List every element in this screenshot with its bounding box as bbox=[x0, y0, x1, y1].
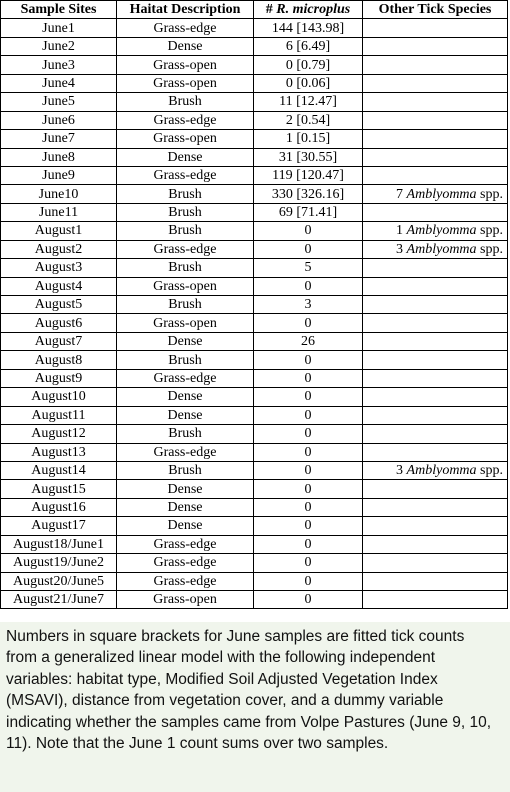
cell-r-microplus-count: 330 [326.16] bbox=[254, 185, 363, 203]
cell-other-tick-species bbox=[363, 240, 508, 258]
cell-other-tick-species bbox=[363, 314, 508, 332]
cell-other-tick-species bbox=[363, 369, 508, 387]
cell-sample-site: August19/June2 bbox=[1, 554, 117, 572]
cell-other-tick-species bbox=[363, 203, 508, 221]
table-row bbox=[1, 388, 508, 406]
cell-habitat: Brush bbox=[117, 461, 254, 479]
cell-r-microplus-count: 0 bbox=[254, 314, 363, 332]
cell-habitat: Grass-open bbox=[117, 314, 254, 332]
cell-sample-site: August7 bbox=[1, 332, 117, 350]
cell-sample-site: August15 bbox=[1, 480, 117, 498]
table-row bbox=[1, 369, 508, 387]
cell-other-tick-species bbox=[363, 388, 508, 406]
cell-habitat: Dense bbox=[117, 388, 254, 406]
table-row bbox=[1, 425, 508, 443]
cell-sample-site: June7 bbox=[1, 130, 117, 148]
cell-sample-site: August2 bbox=[1, 240, 117, 258]
other-tick-suffix: spp. bbox=[476, 186, 503, 202]
cell-habitat: Grass-edge bbox=[117, 554, 254, 572]
table-row bbox=[1, 93, 508, 111]
table-row bbox=[1, 37, 508, 55]
cell-r-microplus-count: 0 bbox=[254, 240, 363, 258]
cell-r-microplus-count: 0 [0.06] bbox=[254, 74, 363, 92]
cell-r-microplus-count: 0 bbox=[254, 351, 363, 369]
other-tick-suffix: spp. bbox=[476, 463, 503, 479]
cell-other-tick-species bbox=[363, 332, 508, 350]
cell-r-microplus-count: 3 bbox=[254, 296, 363, 314]
header-count-prefix: # bbox=[265, 2, 277, 18]
cell-other-tick-species bbox=[363, 37, 508, 55]
cell-habitat: Grass-edge bbox=[117, 240, 254, 258]
header-species-name: R. microplus bbox=[276, 2, 351, 18]
cell-other-tick-species bbox=[363, 56, 508, 74]
cell-habitat: Grass-open bbox=[117, 74, 254, 92]
cell-other-tick-species bbox=[363, 351, 508, 369]
cell-sample-site: August21/June7 bbox=[1, 591, 117, 609]
cell-habitat: Grass-edge bbox=[117, 111, 254, 129]
cell-other-tick-species bbox=[363, 185, 508, 203]
table-row bbox=[1, 240, 508, 258]
cell-habitat: Brush bbox=[117, 93, 254, 111]
cell-other-tick-species bbox=[363, 111, 508, 129]
cell-r-microplus-count: 119 [120.47] bbox=[254, 166, 363, 184]
cell-r-microplus-count: 0 bbox=[254, 591, 363, 609]
cell-other-tick-species bbox=[363, 443, 508, 461]
other-tick-count: 3 bbox=[396, 463, 407, 479]
cell-other-tick-species bbox=[363, 535, 508, 553]
cell-sample-site: June3 bbox=[1, 56, 117, 74]
cell-sample-site: August12 bbox=[1, 425, 117, 443]
cell-habitat: Brush bbox=[117, 351, 254, 369]
cell-r-microplus-count: 0 bbox=[254, 388, 363, 406]
other-tick-count: 1 bbox=[396, 223, 407, 239]
cell-r-microplus-count: 0 bbox=[254, 277, 363, 295]
header-r-microplus-count bbox=[254, 1, 363, 19]
cell-habitat: Brush bbox=[117, 203, 254, 221]
cell-other-tick-species bbox=[363, 296, 508, 314]
cell-r-microplus-count: 0 bbox=[254, 461, 363, 479]
table-row bbox=[1, 535, 508, 553]
other-tick-count: 3 bbox=[396, 241, 407, 257]
cell-sample-site: August14 bbox=[1, 461, 117, 479]
cell-r-microplus-count: 0 bbox=[254, 369, 363, 387]
cell-r-microplus-count: 0 bbox=[254, 222, 363, 240]
cell-other-tick-species bbox=[363, 480, 508, 498]
cell-habitat: Grass-open bbox=[117, 130, 254, 148]
cell-r-microplus-count: 0 bbox=[254, 535, 363, 553]
table-row bbox=[1, 443, 508, 461]
cell-r-microplus-count: 0 bbox=[254, 554, 363, 572]
cell-habitat: Dense bbox=[117, 406, 254, 424]
cell-sample-site: June4 bbox=[1, 74, 117, 92]
cell-habitat: Dense bbox=[117, 332, 254, 350]
cell-habitat: Brush bbox=[117, 222, 254, 240]
table-row bbox=[1, 222, 508, 240]
cell-other-tick-species bbox=[363, 148, 508, 166]
table-row bbox=[1, 314, 508, 332]
cell-r-microplus-count: 2 [0.54] bbox=[254, 111, 363, 129]
cell-sample-site: June10 bbox=[1, 185, 117, 203]
other-tick-genus: Amblyomma bbox=[406, 241, 477, 257]
cell-sample-site: August13 bbox=[1, 443, 117, 461]
cell-sample-site: August5 bbox=[1, 296, 117, 314]
other-tick-genus: Amblyomma bbox=[406, 223, 477, 239]
cell-sample-site: August4 bbox=[1, 277, 117, 295]
header-row bbox=[1, 1, 508, 19]
cell-habitat: Grass-edge bbox=[117, 369, 254, 387]
cell-sample-site: August6 bbox=[1, 314, 117, 332]
table-row bbox=[1, 480, 508, 498]
cell-r-microplus-count: 0 [0.79] bbox=[254, 56, 363, 74]
cell-other-tick-species bbox=[363, 93, 508, 111]
cell-r-microplus-count: 5 bbox=[254, 259, 363, 277]
cell-sample-site: August3 bbox=[1, 259, 117, 277]
other-tick-genus: Amblyomma bbox=[406, 186, 477, 202]
cell-sample-site: August9 bbox=[1, 369, 117, 387]
table-row bbox=[1, 461, 508, 479]
cell-other-tick-species bbox=[363, 554, 508, 572]
table-row bbox=[1, 130, 508, 148]
cell-habitat: Grass-edge bbox=[117, 572, 254, 590]
cell-r-microplus-count: 31 [30.55] bbox=[254, 148, 363, 166]
cell-sample-site: August18/June1 bbox=[1, 535, 117, 553]
cell-habitat: Brush bbox=[117, 259, 254, 277]
cell-r-microplus-count: 0 bbox=[254, 480, 363, 498]
cell-sample-site: June1 bbox=[1, 19, 117, 37]
cell-habitat: Brush bbox=[117, 296, 254, 314]
cell-r-microplus-count: 0 bbox=[254, 406, 363, 424]
other-tick-suffix: spp. bbox=[476, 241, 503, 257]
table-row bbox=[1, 554, 508, 572]
cell-sample-site: June11 bbox=[1, 203, 117, 221]
cell-sample-site: August1 bbox=[1, 222, 117, 240]
other-tick-count: 7 bbox=[396, 186, 407, 202]
cell-other-tick-species bbox=[363, 19, 508, 37]
cell-habitat: Dense bbox=[117, 37, 254, 55]
cell-habitat: Dense bbox=[117, 517, 254, 535]
cell-other-tick-species bbox=[363, 498, 508, 516]
cell-sample-site: June5 bbox=[1, 93, 117, 111]
cell-other-tick-species bbox=[363, 222, 508, 240]
cell-r-microplus-count: 144 [143.98] bbox=[254, 19, 363, 37]
cell-r-microplus-count: 1 [0.15] bbox=[254, 130, 363, 148]
cell-other-tick-species bbox=[363, 572, 508, 590]
cell-other-tick-species bbox=[363, 517, 508, 535]
table-row bbox=[1, 148, 508, 166]
cell-other-tick-species bbox=[363, 277, 508, 295]
table-row bbox=[1, 351, 508, 369]
cell-other-tick-species bbox=[363, 166, 508, 184]
cell-r-microplus-count: 0 bbox=[254, 572, 363, 590]
cell-habitat: Dense bbox=[117, 148, 254, 166]
cell-other-tick-species bbox=[363, 591, 508, 609]
cell-habitat: Grass-edge bbox=[117, 166, 254, 184]
cell-sample-site: August11 bbox=[1, 406, 117, 424]
cell-r-microplus-count: 0 bbox=[254, 498, 363, 516]
cell-r-microplus-count: 6 [6.49] bbox=[254, 37, 363, 55]
cell-habitat: Brush bbox=[117, 425, 254, 443]
cell-sample-site: August16 bbox=[1, 498, 117, 516]
table-row bbox=[1, 498, 508, 516]
cell-sample-site: August20/June5 bbox=[1, 572, 117, 590]
cell-r-microplus-count: 0 bbox=[254, 425, 363, 443]
cell-sample-site: June2 bbox=[1, 37, 117, 55]
table-row bbox=[1, 166, 508, 184]
table-row bbox=[1, 332, 508, 350]
cell-habitat: Grass-edge bbox=[117, 19, 254, 37]
table-row bbox=[1, 74, 508, 92]
other-tick-genus: Amblyomma bbox=[406, 463, 477, 479]
cell-sample-site: August17 bbox=[1, 517, 117, 535]
cell-other-tick-species bbox=[363, 461, 508, 479]
cell-r-microplus-count: 0 bbox=[254, 443, 363, 461]
cell-r-microplus-count: 11 [12.47] bbox=[254, 93, 363, 111]
table-row bbox=[1, 111, 508, 129]
table-row bbox=[1, 277, 508, 295]
other-tick-suffix: spp. bbox=[476, 223, 503, 239]
table-row bbox=[1, 19, 508, 37]
cell-other-tick-species bbox=[363, 74, 508, 92]
cell-other-tick-species bbox=[363, 130, 508, 148]
cell-sample-site: June9 bbox=[1, 166, 117, 184]
cell-sample-site: June6 bbox=[1, 111, 117, 129]
cell-sample-site: June8 bbox=[1, 148, 117, 166]
cell-habitat: Grass-open bbox=[117, 591, 254, 609]
cell-habitat: Grass-edge bbox=[117, 535, 254, 553]
table-row bbox=[1, 406, 508, 424]
cell-r-microplus-count: 26 bbox=[254, 332, 363, 350]
cell-habitat: Grass-open bbox=[117, 56, 254, 74]
table-row bbox=[1, 259, 508, 277]
table-body bbox=[1, 19, 508, 609]
table-row bbox=[1, 56, 508, 74]
header-other-tick-species: Other Tick Species bbox=[363, 1, 508, 19]
cell-r-microplus-count: 0 bbox=[254, 517, 363, 535]
table-header bbox=[1, 1, 508, 19]
table-row bbox=[1, 203, 508, 221]
cell-sample-site: August10 bbox=[1, 388, 117, 406]
header-habitat-description: Haitat Description bbox=[117, 1, 254, 19]
table-caption: Numbers in square brackets for June samples are fitted tick counts from a generalized linear model with the following independent variables: habitat type, Modified Soil Adjusted Vegetation Index (MSAVI), distance from vegetation cover, and a dummy variable indicating whether the samples came from Volpe Pastures (June 9, 10, 11). Note that the June 1 count sums over two samples. bbox=[0, 622, 510, 792]
table-row bbox=[1, 296, 508, 314]
cell-r-microplus-count: 69 [71.41] bbox=[254, 203, 363, 221]
table-row bbox=[1, 185, 508, 203]
cell-habitat: Grass-edge bbox=[117, 443, 254, 461]
cell-other-tick-species bbox=[363, 259, 508, 277]
cell-other-tick-species bbox=[363, 406, 508, 424]
cell-habitat: Dense bbox=[117, 498, 254, 516]
table-row bbox=[1, 517, 508, 535]
cell-other-tick-species bbox=[363, 425, 508, 443]
table-row bbox=[1, 572, 508, 590]
header-sample-sites: Sample Sites bbox=[1, 1, 117, 19]
cell-habitat: Brush bbox=[117, 185, 254, 203]
cell-habitat: Dense bbox=[117, 480, 254, 498]
cell-sample-site: August8 bbox=[1, 351, 117, 369]
table-row bbox=[1, 591, 508, 609]
cell-habitat: Grass-open bbox=[117, 277, 254, 295]
